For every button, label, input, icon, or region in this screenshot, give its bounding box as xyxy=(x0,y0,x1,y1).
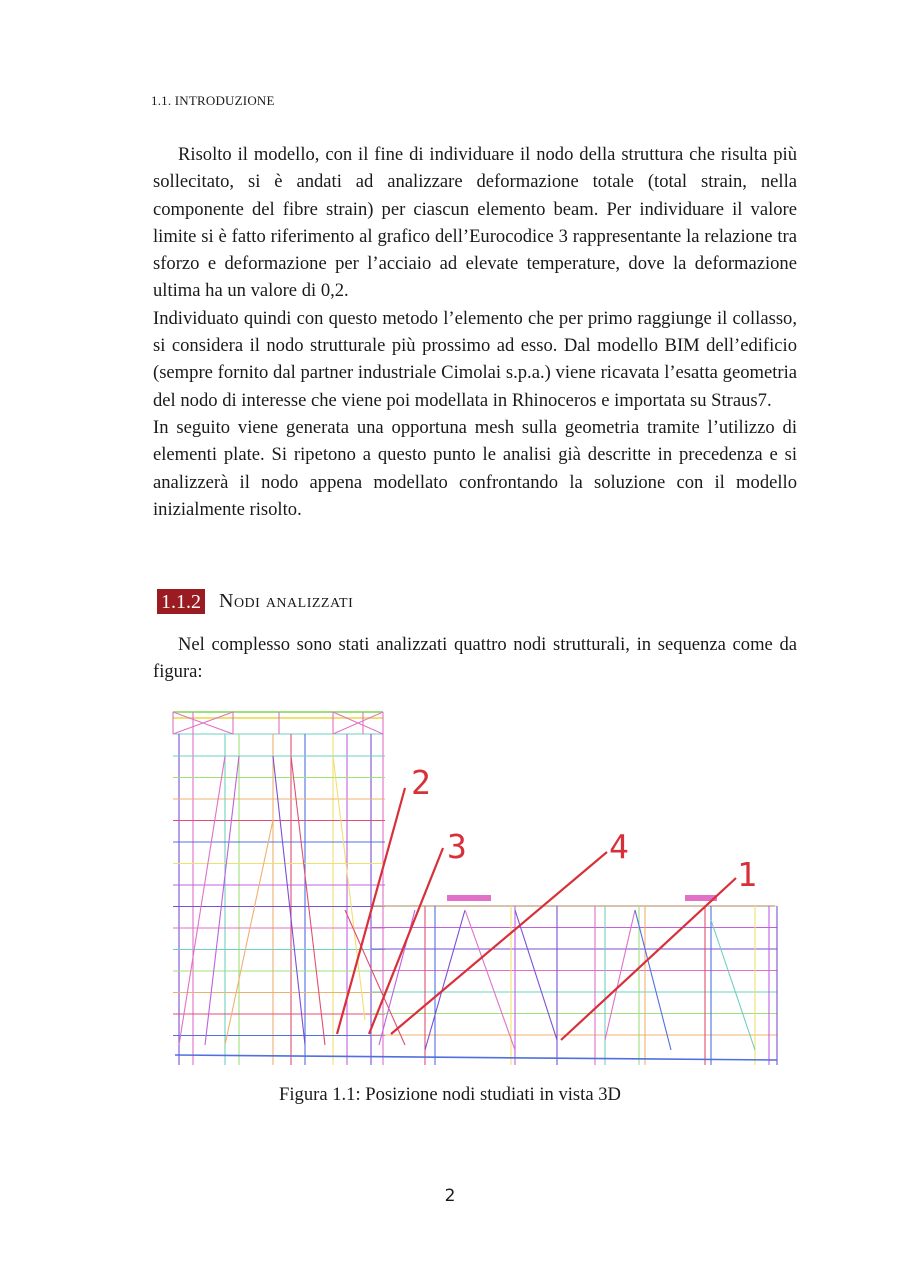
structure-line xyxy=(635,910,671,1050)
wireframe-model xyxy=(165,700,785,1080)
structure-line xyxy=(333,756,365,1020)
structure-line xyxy=(425,910,465,1050)
section-title: Nodi analizzati xyxy=(219,590,354,612)
callout-lines xyxy=(337,788,736,1040)
structure-line xyxy=(225,820,273,1045)
structure-line xyxy=(515,910,557,1040)
running-head: 1.1. INTRODUZIONE xyxy=(151,93,275,108)
callout-label-2: 2 xyxy=(411,763,431,802)
section-heading xyxy=(157,589,353,614)
structure-line xyxy=(711,920,755,1050)
structure-line xyxy=(465,910,515,1050)
paragraph-2: Individuato quindi con questo metodo l’elemento che per primo raggiunge il collasso, si considera il nodo strutturale più prossimo ad esso. Dal modello BIM dell’edificio (sempre fornito dal partner industriale Cimolai s.p.a.) viene ricavata l’esatta geometria del nodo di interesse che viene poi modellata in Rhinoceros e importata su Straus7. xyxy=(153,307,797,411)
callout-label-1: 1 xyxy=(737,855,757,894)
intro-paragraph: Nel complesso sono stati analizzati quattro nodi strutturali, in sequenza come da figura: xyxy=(153,634,797,683)
callout-line-1 xyxy=(561,878,736,1040)
structure-lines xyxy=(173,712,777,1065)
section-number: 1.1.2 xyxy=(157,589,205,614)
figure-caption: Figura 1.1: Posizione nodi studiati in vista 3D xyxy=(279,1084,621,1105)
paragraph-3: In seguito viene generata una opportuna mesh sulla geometria tramite l’utilizzo di elementi plate. Si ripetono a questo punto le analisi già descritte in precedenza e si analizzerà il nodo appena modellato confrontando la soluzione con il modello inizialmente risolto. xyxy=(153,416,797,520)
structure-line xyxy=(345,910,405,1045)
structure-line xyxy=(175,1055,777,1060)
callout-label-4: 4 xyxy=(609,827,629,866)
callout-label-3: 3 xyxy=(447,827,467,866)
paragraph-1: Risolto il modello, con il fine di individuare il nodo della struttura che risulta più sollecitato, si è andati ad analizzare deformazione totale (total strain, nella componente del fibre strain) per ciascun elemento beam. Per individuare il valore limite si è fatto riferimento al grafico dell’Eurocodice 3 rappresentante la relazione tra sforzo e deformazione per l’acciaio ad elevate temperature, dove la deformazione ultima ha un valore di 0,2. xyxy=(153,144,797,302)
section-intro xyxy=(153,631,797,686)
figure-wireframe xyxy=(165,700,785,1080)
page-number: 2 xyxy=(444,1186,456,1206)
body-paragraphs xyxy=(153,141,797,523)
